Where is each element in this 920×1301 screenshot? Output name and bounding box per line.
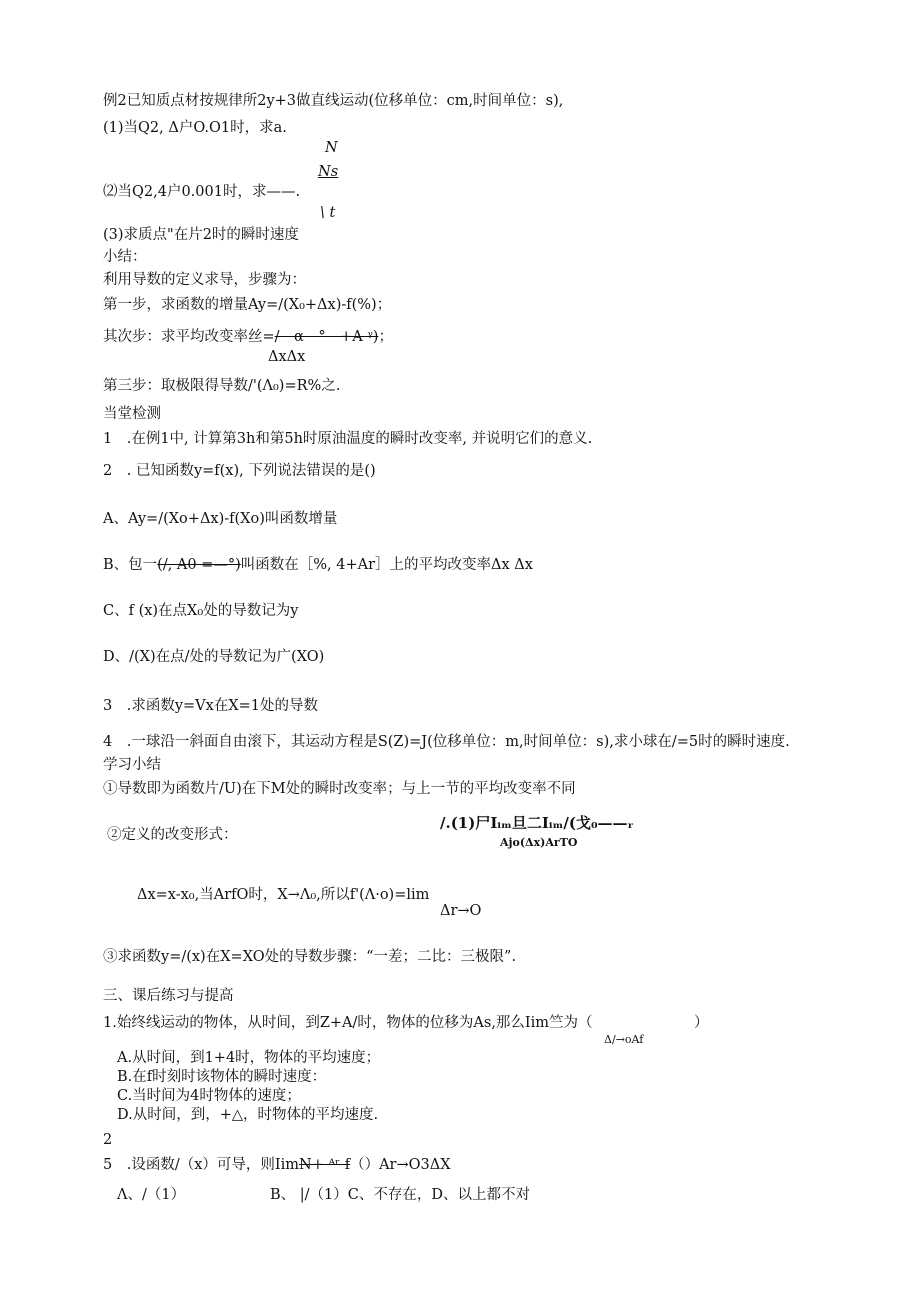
check-heading: 当堂检测 bbox=[103, 406, 161, 422]
fraction-ns: Ns bbox=[318, 164, 339, 180]
practice-q5 bbox=[103, 1156, 451, 1174]
summary-step1: 第一步，求函数的增量Ay=/(X₀+Δx)-f(%)； bbox=[103, 297, 392, 313]
study-point2-sub: Ajo(Δx)ArTO bbox=[500, 836, 578, 849]
practice-q1-d: D.从时间，到，+△，时物体的平均速度. bbox=[117, 1107, 379, 1123]
q5-option-a: Λ、/（1） bbox=[117, 1187, 186, 1203]
study-point3: ③求函数y=/(x)在X=XO处的导数步骤：“一差；二比：三极限”. bbox=[103, 949, 517, 965]
step2-text: 其次步：求平均改变率丝= bbox=[103, 329, 275, 345]
study-point2-formula: /.(1)尸Iᵢₘ旦二Iᵢₘ/(戈₀——ᵣ bbox=[440, 814, 634, 832]
practice-q1: 1.始终线运动的物体，从时间，到Z+A/时，物体的位移为As,那么Iim竺为（ ） bbox=[103, 1015, 709, 1031]
summary-intro: 利用导数的定义求导，步骤为： bbox=[103, 272, 306, 288]
study-point2-lim: Δr→O bbox=[440, 903, 482, 919]
summary-heading: 小结： bbox=[103, 249, 147, 265]
q5-formula: N+ ᴬʳ f bbox=[299, 1157, 351, 1173]
option-b-suffix: 叫函数在［%, 4+Ar］上的平均改变率Δx Δx bbox=[240, 557, 533, 573]
check-item2: 2 . 已知函数y=f(x), 下列说法错误的是() bbox=[103, 463, 376, 479]
study-point2-line: Δx=x-x₀,当ArfO时，X→Λ₀,所以f'(Λ·o)=lim bbox=[137, 887, 430, 903]
step2-formula: / α ° +A ᵞ) bbox=[274, 329, 379, 345]
option-b bbox=[103, 556, 533, 574]
q5-option-b: B、 |/（1）C、不存在，D、以上都不对 bbox=[270, 1187, 530, 1203]
practice-q1-b: B.在f时刻时该物体的瞬时速度： bbox=[117, 1069, 327, 1085]
fraction-n: N bbox=[325, 140, 338, 156]
fraction-t: \ t bbox=[320, 205, 336, 221]
check-item1: 1 .在例1中, 计算第3h和第5h时原油温度的瞬时改变率, 并说明它们的意义. bbox=[103, 431, 593, 447]
check-item3: 3 .求函数y=Vx在X=1处的导数 bbox=[103, 698, 319, 714]
study-heading: 学习小结 bbox=[103, 757, 161, 773]
example2-title: 例2已知质点材按规律所2y+3做直线运动(位移单位：cm,时间单位：s), bbox=[103, 93, 564, 109]
summary-step2 bbox=[103, 328, 393, 346]
example2-q2: ⑵当Q2,4户0.001时，求——. bbox=[103, 184, 301, 200]
option-b-formula: (/, A0 =—°) bbox=[157, 557, 241, 573]
step2-denominator: ΔxΔx bbox=[268, 349, 306, 365]
option-b-prefix: B、包一 bbox=[103, 557, 158, 573]
example2-q3: (3)求质点"在片2时的瞬时速度 bbox=[103, 227, 299, 243]
study-point1: ①导数即为函数片/U)在下M处的瞬时改变率；与上一节的平均改变率不同 bbox=[103, 781, 576, 797]
practice-heading: 三、课后练习与提高 bbox=[103, 988, 234, 1004]
check-item4: 4 .一球沿一斜面自由滚下，其运动方程是S(Z)=J(位移单位：m,时间单位：s),求小球在/=5时的瞬时速度. bbox=[103, 734, 790, 750]
summary-step3: 第三步：取极限得导数/'(Λ₀)=R%之. bbox=[103, 378, 341, 394]
practice-q1-sub: Δ/→oAf bbox=[604, 1033, 644, 1046]
practice-q1-a: A.从时间，到1+4时，物体的平均速度； bbox=[117, 1050, 381, 1066]
q5-prefix: 5 .设函数/（x）可导，则Iim bbox=[103, 1157, 300, 1173]
study-point2-label: ②定义的改变形式： bbox=[107, 827, 238, 843]
option-a: A、Ay=/(Xo+Δx)-f(Xo)叫函数增量 bbox=[103, 511, 338, 527]
option-d: D、/(X)在点/处的导数记为广(XO) bbox=[103, 649, 325, 665]
step2-end: ； bbox=[378, 329, 393, 345]
option-c: C、f (x)在点X₀处的导数记为y bbox=[103, 603, 299, 619]
practice-num2: 2 bbox=[103, 1132, 113, 1148]
practice-q1-c: C.当时间为4时物体的速度； bbox=[117, 1088, 301, 1104]
example2-q1: (1)当Q2, Δ户O.O1时，求a. bbox=[103, 120, 287, 136]
q5-suffix: （）Ar→O3ΔX bbox=[350, 1157, 451, 1173]
